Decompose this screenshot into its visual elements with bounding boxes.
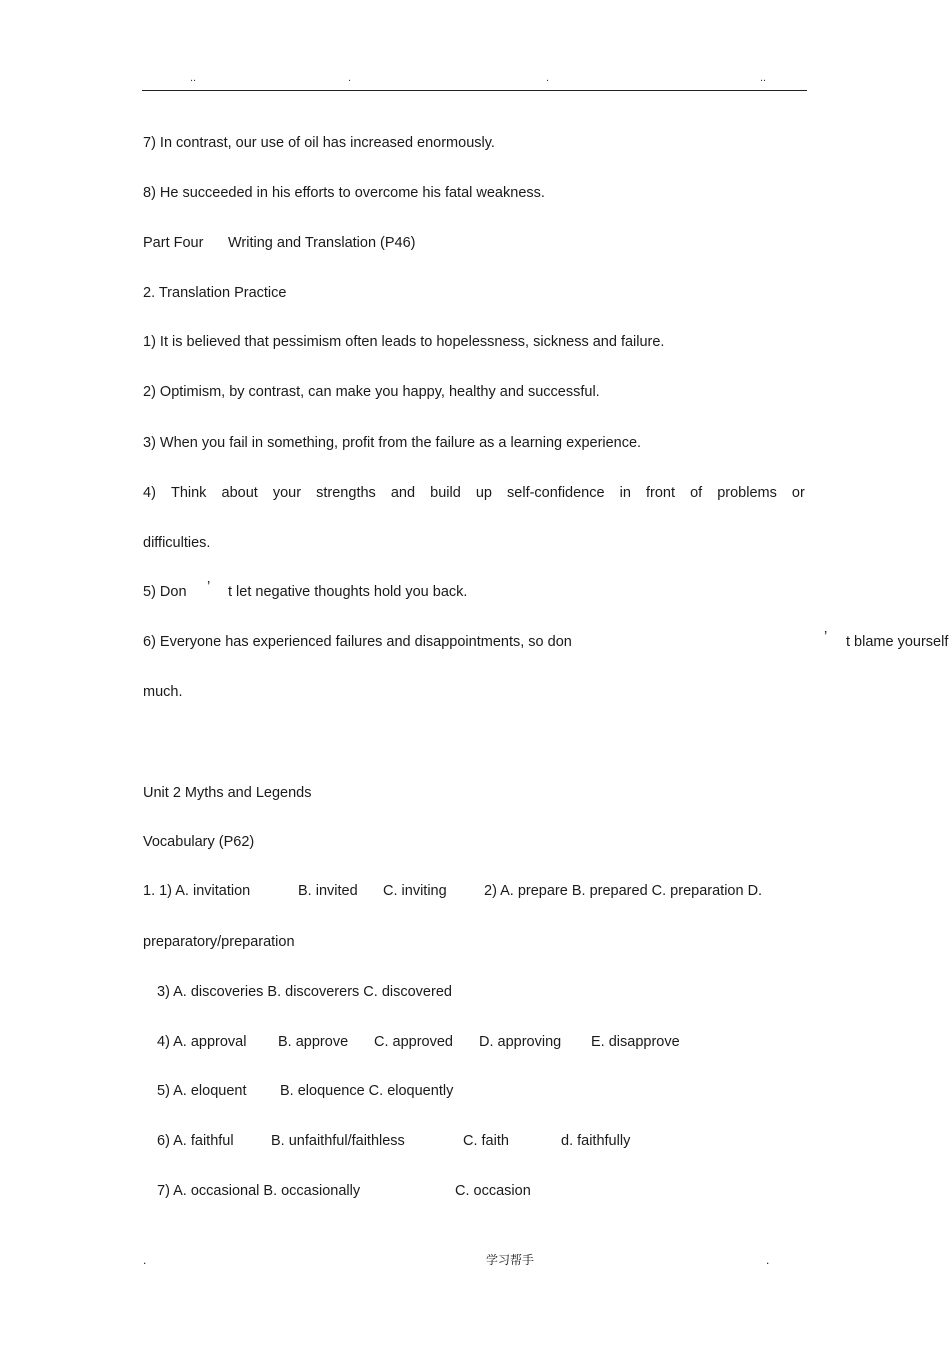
text-fragment: 5) A. eloquent [157,1083,247,1099]
footer-label: 学习帮手 [486,1253,535,1267]
text-fragment: d. faithfully [561,1133,631,1149]
text-fragment: C. approved [374,1034,453,1050]
word: strengths [316,485,376,501]
text-fragment: B. approve [278,1034,349,1050]
apostrophe: ’ [824,629,828,645]
text-fragment: B. invited [298,883,358,899]
text-fragment: C. occasion [455,1183,531,1199]
text-fragment: 7) A. occasional B. occasionally [157,1183,361,1199]
subsection-heading: 2. Translation Practice [143,285,287,301]
answer-line: 1) It is believed that pessimism often leads to hopelessness, sickness and failure. [143,334,665,350]
word: in [619,485,631,501]
text-fragment: 6) A. faithful [157,1133,234,1149]
word: front [645,485,675,501]
text-fragment: 1. 1) A. invitation [143,883,251,899]
footer-mark-right: . [766,1253,770,1267]
word: self-confidence [507,485,605,501]
word: your [272,485,302,501]
answer-line: 3) When you fail in something, profit from the failure as a learning experience. [143,435,642,451]
answer-line-continuation: difficulties. [143,535,211,551]
footer-mark-left: . [143,1253,147,1267]
text-fragment: 5) Don [143,584,187,600]
subsection-heading: Vocabulary (P62) [143,834,255,850]
justified-answer-line [143,484,805,502]
header-mark: .. [190,72,197,84]
apostrophe: ’ [207,579,211,595]
text-fragment: t blame yourself [846,634,949,650]
section-heading-part: Part Four [143,235,204,251]
text-fragment: B. eloquence C. eloquently [280,1083,454,1099]
answer-line: 8) He succeeded in his efforts to overcome his fatal weakness. [143,185,545,201]
text-fragment: C. faith [463,1133,509,1149]
word: problems [717,485,777,501]
text-fragment: 4) A. approval [157,1034,247,1050]
word: build [430,485,461,501]
word: and [390,485,416,501]
word: 4) [143,485,156,501]
section-heading-title: Writing and Translation (P46) [228,235,416,251]
answer-line-continuation: much. [143,684,183,700]
vocab-line-continuation: preparatory/preparation [143,934,295,950]
text-fragment: D. approving [479,1034,562,1050]
unit-heading: Unit 2 Myths and Legends [143,785,312,801]
word: Think [170,485,207,501]
answer-line: 2) Optimism, by contrast, can make you happy, healthy and successful. [143,384,600,400]
text-fragment: E. disapprove [591,1034,680,1050]
word: about [221,485,258,501]
word: of [690,485,703,501]
text-fragment: t let negative thoughts hold you back. [228,584,468,600]
word: up [475,485,492,501]
vocab-line: 3) A. discoveries B. discoverers C. discovered [157,984,452,1000]
text-fragment: 2) A. prepare B. prepared C. preparation D. [484,883,763,899]
header-rule [142,90,807,91]
text-fragment: B. unfaithful/faithless [271,1133,405,1149]
answer-line: 7) In contrast, our use of oil has increased enormously. [143,135,495,151]
header-mark: . [348,72,352,84]
header-mark: . [546,72,550,84]
word: or [791,485,805,501]
text-fragment: 6) Everyone has experienced failures and disappointments, so don [143,634,572,650]
text-fragment: C. inviting [383,883,447,899]
header-mark: .. [760,72,767,84]
